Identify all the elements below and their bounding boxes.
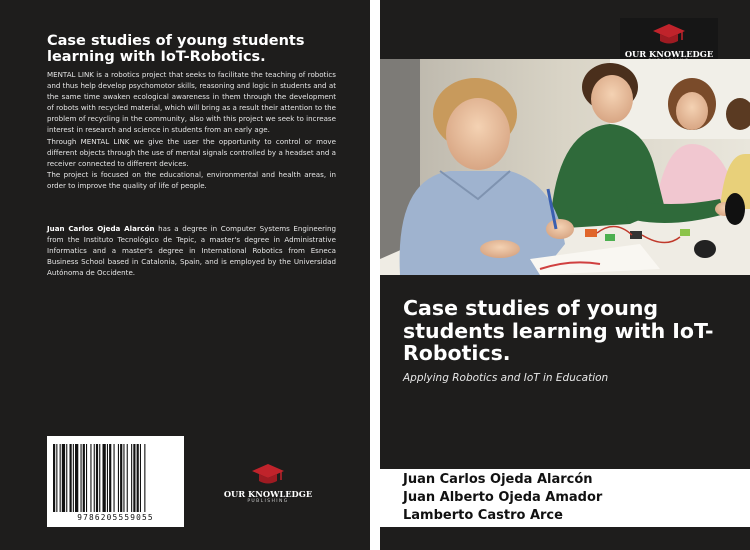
author-band (380, 469, 750, 527)
author-bio-name: Juan Carlos Ojeda Alarcón (47, 224, 155, 233)
barcode-bar (103, 444, 106, 512)
barcode-bar (56, 444, 57, 512)
barcode (47, 436, 184, 527)
barcode-bar (66, 444, 67, 512)
graduation-cap-icon (251, 462, 285, 488)
author-bio (47, 223, 336, 278)
back-title: Case studies of young students learning with IoT-Robotics. (47, 33, 305, 65)
barcode-bar (86, 444, 87, 512)
barcode-bar (94, 444, 95, 512)
barcode-bar (75, 444, 78, 512)
blurb-paragraph: Through MENTAL LINK we give the user the opportunity to control or move different objects through the use of mental signals controlled by a headset and a receiver connected to different devices. (47, 136, 336, 168)
author-bio-text: has a degree in Computer Systems Engineering from the Instituto Tecnológico de Tepic, a master's degree in Administrative Informatics and a master's degree in International Robotics from Esneca Business School based in Catalonia, Spain, and is employed by the Universidad Autónoma de Occidente. (47, 224, 336, 278)
barcode-bar (118, 444, 119, 512)
barcode-bar (70, 444, 72, 512)
barcode-bars (53, 444, 178, 512)
barcode-bar (137, 444, 139, 512)
publisher-name: OUR KNOWLEDGE (223, 489, 313, 499)
barcode-bar (131, 444, 132, 512)
barcode-bar (144, 444, 145, 512)
barcode-bar (83, 444, 85, 512)
spine (370, 0, 380, 550)
barcode-bar (62, 444, 65, 512)
graduation-cap-icon (652, 22, 686, 48)
barcode-bar (127, 444, 128, 512)
barcode-bar (60, 444, 61, 512)
isbn-number: 9786205559055 (77, 513, 154, 522)
cover-photo (380, 59, 750, 275)
barcode-bar (53, 444, 55, 512)
barcode-bar (96, 444, 98, 512)
front-subtitle: Applying Robotics and IoT in Education (403, 372, 609, 384)
barcode-bar (99, 444, 100, 512)
barcode-bar (120, 444, 122, 512)
back-blurb (47, 69, 336, 191)
barcode-bar (73, 444, 74, 512)
publisher-subtitle: PUBLISHING (247, 499, 289, 504)
publisher-name: OUR KNOWLEDGE (624, 49, 714, 59)
barcode-bar (123, 444, 124, 512)
blurb-paragraph: MENTAL LINK is a robotics project that seeks to facilitate the teaching of robotics and thus help develop psychomotor skills, reasoning and logic in students and at the same time awaken ecological awareness in them through the development of robots with recycled material, which will bring as a result their attention to the problem of recycling in the community, also with this project we seek to increase interest in research and science in students from an early age. (47, 70, 336, 135)
barcode-bar (107, 444, 108, 512)
barcode-bar (140, 444, 141, 512)
barcode-bar (133, 444, 135, 512)
barcode-bar (109, 444, 111, 512)
barcode-bar (114, 444, 115, 512)
blurb-paragraph: The project is focused on the educational, environmental and health areas, in order to improve the quality of life of people. (47, 169, 336, 190)
author-name: Juan Alberto Ojeda Amador (403, 490, 603, 505)
author-name: Lamberto Castro Arce (403, 508, 563, 523)
front-title: Case studies of young students learning with IoT-Robotics. (403, 296, 714, 365)
barcode-bar (90, 444, 91, 512)
back-cover (0, 0, 370, 550)
publisher-logo-back (218, 462, 318, 512)
barcode-bar (81, 444, 82, 512)
students-robotics-photo (380, 59, 750, 275)
author-name: Juan Carlos Ojeda Alarcón (403, 472, 593, 487)
